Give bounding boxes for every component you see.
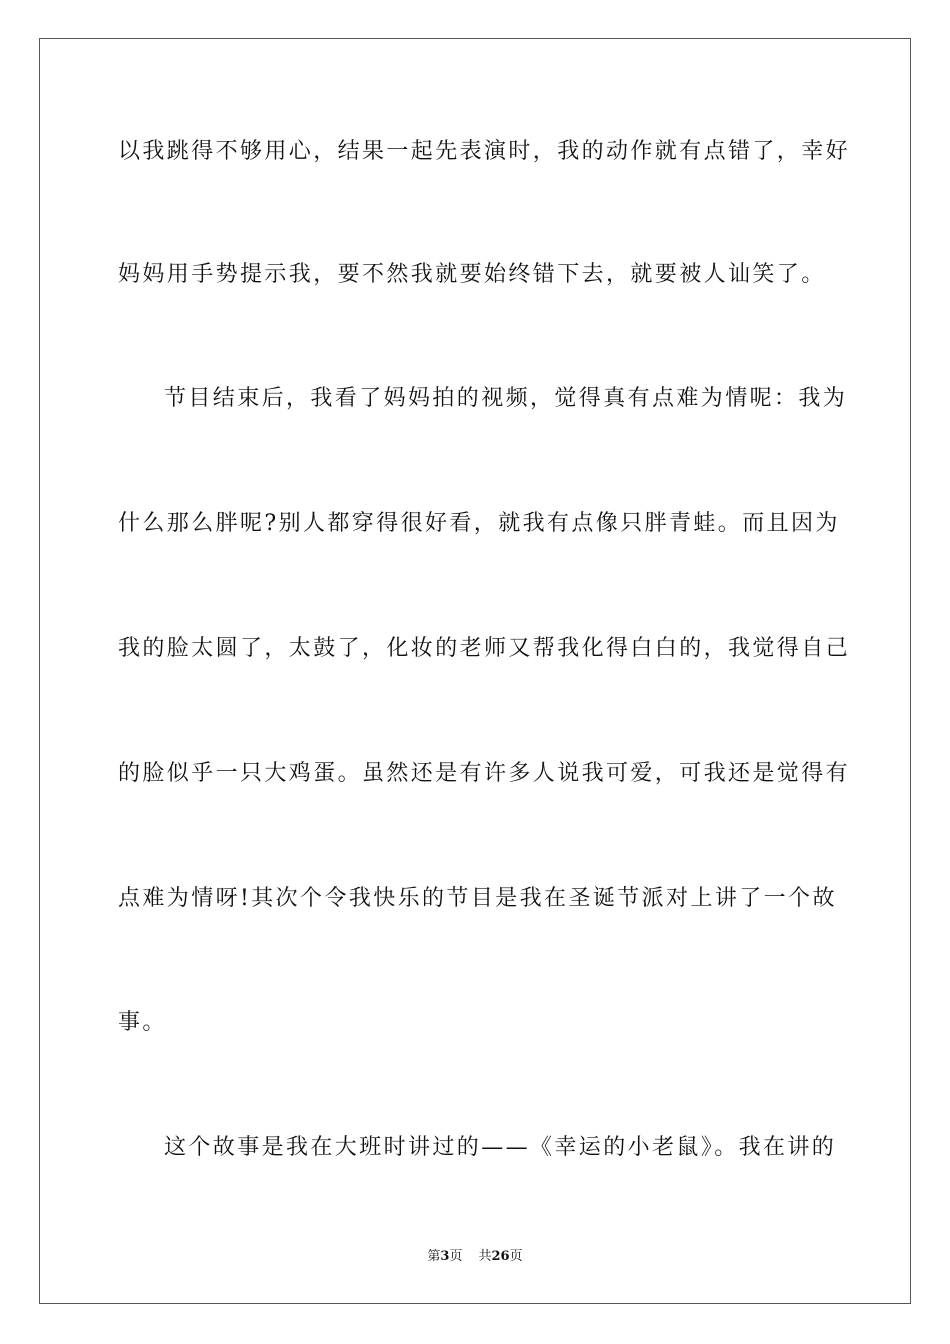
body-text-line-1: 以我跳得不够用心，结果一起先表演时，我的动作就有点错了，幸好 (118, 139, 851, 164)
body-text-line-2: 妈妈用手势提示我，要不然我就要始终错下去，就要被人讪笑了。 (118, 262, 826, 287)
body-text-line-5: 我的脸太圆了，太鼓了，化妆的老师又帮我化得白白的，我觉得自己 (118, 636, 851, 661)
footer-total-pages: 26 (491, 1249, 510, 1264)
page-border (39, 38, 911, 1304)
footer-total-suffix: 页 (509, 1249, 523, 1264)
footer-page-suffix: 页 (449, 1249, 463, 1264)
body-text-line-7: 点难为情呀!其次个令我快乐的节目是我在圣诞节派对上讲了一个故 (118, 886, 837, 911)
body-text-line-4: 什么那么胖呢?别人都穿得很好看，就我有点像只胖青蛙。而且因为 (118, 511, 840, 536)
footer-page-number: 3 (440, 1249, 450, 1264)
body-text-line-9: 这个故事是我在大班时讲过的——《幸运的小老鼠》。我在讲的 (164, 1135, 837, 1160)
footer-page-prefix: 第 (427, 1249, 441, 1264)
page-footer (0, 1248, 950, 1266)
body-text-line-3: 节目结束后，我看了妈妈拍的视频，觉得真有点难为情呢：我为 (164, 386, 848, 411)
body-text-line-6: 的脸似乎一只大鸡蛋。虽然还是有许多人说我可爱，可我还是觉得有 (118, 761, 851, 786)
body-text-line-8: 事。 (118, 1010, 167, 1035)
footer-total-prefix: 共 (478, 1249, 492, 1264)
